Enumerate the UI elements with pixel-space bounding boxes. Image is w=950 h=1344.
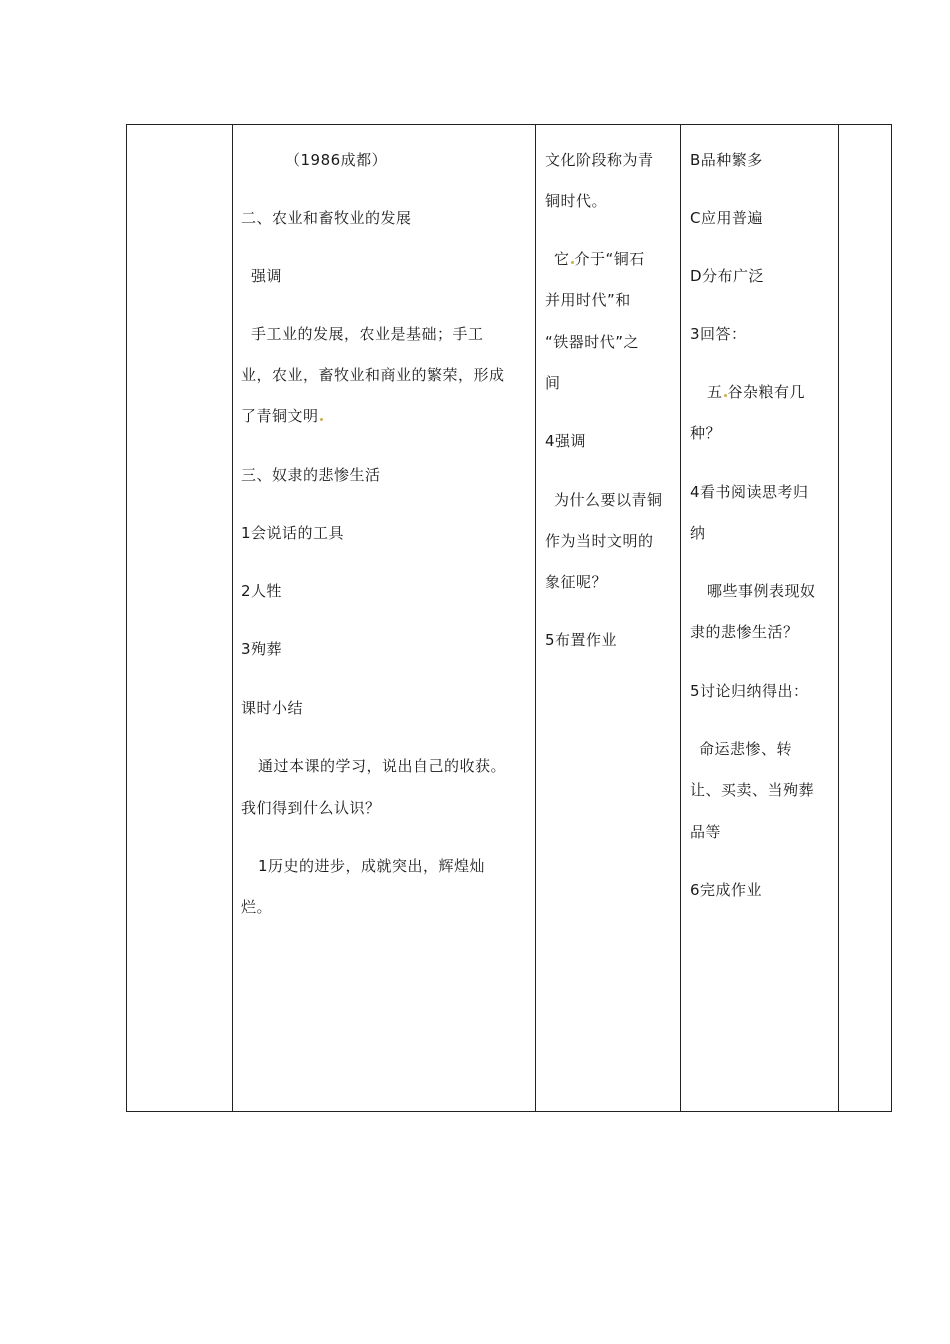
content-line: 文化阶段称为青 bbox=[545, 151, 654, 169]
table-cell-teacher bbox=[536, 124, 680, 1112]
section-heading: 二、农业和畜牧业的发展 bbox=[241, 209, 412, 227]
content-line: 铜时代。 bbox=[545, 192, 608, 210]
section-heading: 三、奴隶的悲惨生活 bbox=[241, 466, 381, 484]
table-cell-content bbox=[233, 124, 535, 1112]
content-line: 让、买卖、当殉葬 bbox=[690, 781, 815, 799]
content-line: “铁器时代”之 bbox=[545, 333, 640, 351]
content-line: 间 bbox=[545, 374, 561, 392]
content-line: 手工业的发展，农业是基础；手工 bbox=[251, 325, 484, 343]
content-line: 它 介于“铜石 bbox=[554, 250, 645, 268]
content-line: 品等 bbox=[690, 823, 722, 841]
content-line: 作为当时文明的 bbox=[545, 532, 654, 550]
content-line: 1历史的进步，成就突出，辉煌灿 bbox=[258, 857, 486, 875]
list-item: 1会说话的工具 bbox=[241, 524, 345, 542]
section-heading: 课时小结 bbox=[241, 699, 304, 717]
content-line: 象征呢？ bbox=[545, 573, 608, 591]
list-item: 3回答： bbox=[690, 325, 747, 343]
content-line: 隶的悲惨生活？ bbox=[690, 623, 799, 641]
content-line: 哪些事例表现奴 bbox=[707, 582, 816, 600]
content-line: 了青铜文明 bbox=[241, 406, 324, 426]
content-line: 种？ bbox=[690, 424, 722, 442]
list-item: C应用普遍 bbox=[690, 209, 763, 227]
content-line: 为什么要以青铜 bbox=[554, 491, 663, 509]
content-line: 通过本课的学习，说出自己的收获。 bbox=[258, 757, 507, 775]
list-item: 4强调 bbox=[545, 432, 587, 450]
list-item: 5布置作业 bbox=[545, 631, 618, 649]
list-item: D分布广泛 bbox=[690, 267, 765, 285]
content-line: 命运悲惨、转 bbox=[699, 740, 793, 758]
edit-mark bbox=[724, 394, 727, 397]
content-line: 纳 bbox=[690, 524, 706, 542]
content-line: 并用时代”和 bbox=[545, 291, 631, 309]
edit-mark bbox=[320, 418, 323, 421]
table-cell-label bbox=[127, 124, 232, 1112]
table-cell-student bbox=[681, 124, 838, 1112]
content-line: 强调 bbox=[251, 267, 283, 285]
list-item: 5讨论归纳得出： bbox=[690, 682, 809, 700]
content-line: 业，农业，畜牧业和商业的繁荣，形成 bbox=[241, 366, 505, 384]
table-cell-notes bbox=[839, 124, 891, 1112]
content-line: 五 谷杂粮有几 bbox=[707, 383, 806, 401]
list-item: 2人牲 bbox=[241, 582, 283, 600]
content-line: 我们得到什么认识？ bbox=[241, 799, 381, 817]
content-line: （1986成都） bbox=[285, 151, 388, 169]
list-item: 6完成作业 bbox=[690, 881, 763, 899]
list-item: 4看书阅读思考归 bbox=[690, 483, 809, 501]
list-item: 3殉葬 bbox=[241, 640, 283, 658]
list-item: B品种繁多 bbox=[690, 151, 763, 169]
content-line: 烂。 bbox=[241, 898, 273, 916]
edit-mark bbox=[571, 261, 574, 264]
